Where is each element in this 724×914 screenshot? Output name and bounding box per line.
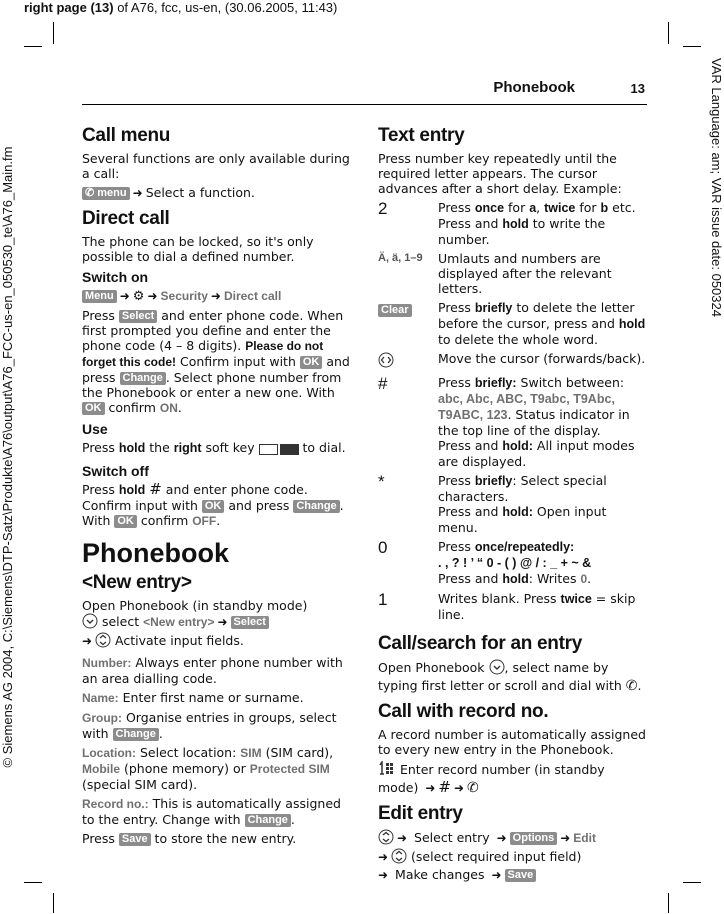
text: : Writes [528, 571, 581, 586]
text: Enter record number (in standby mode) [378, 762, 605, 795]
settings-icon: ⚙ [132, 289, 145, 304]
text: and enter phone code. When first prompted you define and enter the phone code (4 – 8 digits). [82, 308, 344, 353]
bold-word: b [600, 201, 609, 215]
table-row [378, 200, 648, 251]
crop-mark [24, 882, 42, 883]
crop-mark [24, 46, 42, 47]
text: to write the number. [438, 216, 606, 247]
options-key: Options [510, 832, 558, 845]
table-row [378, 351, 648, 375]
text: Press [82, 308, 119, 323]
text: Select entry [410, 830, 494, 845]
input-modes: abc, Abc, ABC, T9abc, T9Abc, T9ABC, 123 [438, 392, 615, 422]
mobile-option: Mobile [82, 762, 120, 776]
text: select [98, 614, 144, 629]
text: , [536, 200, 545, 215]
change-key: Change [113, 728, 159, 741]
crop-mark [668, 893, 669, 913]
key-star: * [378, 472, 385, 491]
special-chars: . , ? ! ’ “ 0 - ( ) @ / : _ + ~ & [438, 556, 592, 570]
ok-key: OK [82, 402, 105, 415]
text: (select required input field) [407, 849, 582, 864]
arrow-icon: ➜ [496, 831, 507, 845]
phonebook-heading: Phonebook [82, 538, 229, 568]
use-heading: Use [82, 421, 108, 437]
field-label: Name: [82, 691, 119, 705]
crop-mark [668, 22, 669, 44]
call-icon: ✆ [625, 678, 638, 694]
direct-call-option: Direct call [223, 289, 282, 303]
sim-option: SIM [240, 746, 262, 760]
field-text: (SIM card), [261, 745, 334, 760]
key-umlaut: Ä, ä, 1–9 [378, 252, 423, 264]
text: : Select special characters. [438, 473, 607, 504]
text: Open Phonebook [378, 660, 489, 675]
nav-down-icon [82, 613, 98, 632]
table-row [378, 251, 648, 300]
key-star-desc [438, 473, 648, 539]
field-record: Record no.: This is automatically assigned to the entry. Change with Change . [82, 796, 341, 827]
text: = skip line. [438, 591, 636, 622]
text: Press [438, 473, 475, 488]
crop-mark [53, 22, 54, 44]
field-label: Location: [82, 746, 136, 760]
text: . [637, 678, 642, 693]
nav-down-icon [489, 659, 505, 678]
text: . Select phone number from the Phonebook or enter a new one. With [82, 370, 342, 400]
edit-option: Edit [573, 831, 596, 845]
key-2: 2 [378, 199, 388, 218]
bold-word: briefly: [474, 376, 517, 390]
text: to dial. [298, 440, 346, 455]
direct-call-heading: Direct call [82, 208, 170, 229]
field-text: Always enter phone number with an area dialling code. [82, 655, 343, 686]
text-entry-heading: Text entry [378, 125, 465, 146]
call-record-text: A record number is automatically assigned to every new entry in the Phonebook. [378, 727, 646, 757]
call-menu-text: Several functions are only available during a call: [82, 151, 350, 181]
left-margin-path [0, 0, 16, 914]
field-location [82, 745, 350, 792]
text: Press [82, 482, 119, 497]
page-title: Phonebook [493, 79, 575, 96]
field-name [82, 690, 350, 706]
right-margin-info: VAR Language: am; VAR issue date: 050324 [709, 58, 724, 317]
text: confirm [136, 513, 193, 528]
text-entry-table [378, 200, 648, 626]
text: Writes blank. Press [438, 591, 561, 606]
arrow-icon: ➜ [210, 289, 221, 303]
text: to delete the whole word. [438, 332, 598, 347]
field-label: Group: [82, 711, 122, 725]
text: Press [438, 300, 475, 315]
ok-key: OK [202, 500, 225, 513]
bold-word: a [529, 201, 537, 215]
text: etc. Press and [438, 200, 636, 231]
key-nav-desc: Move the cursor (forwards/back). [438, 351, 646, 366]
text: and press [82, 354, 350, 385]
call-menu-action-text: Select a function. [145, 185, 255, 200]
arrow-icon: ➜ [378, 868, 389, 882]
left-column [82, 118, 350, 850]
menu-softkey [82, 187, 130, 200]
left-margin-text: © Siemens AG 2004, C:\Siemens\DTP-Satz\Produkte\A76\output\A76_FCC-us-en_050530_te\A76_Main.fm [0, 146, 15, 768]
text: the [145, 440, 174, 455]
text: Activate input fields. [115, 633, 244, 648]
nav-leftright-icon [378, 352, 394, 371]
field-text: Enter first name or surname. [118, 690, 304, 705]
edit-entry-steps [378, 829, 648, 883]
arrow-icon: ➜ [378, 850, 389, 864]
key-0-desc [438, 539, 648, 591]
key-0: 0 [378, 538, 388, 557]
key-clear-desc [438, 300, 648, 351]
table-row [378, 375, 648, 473]
text: Open Phonebook (in standby mode) [82, 598, 308, 613]
new-entry-steps [82, 598, 350, 651]
call-record-heading: Call with record no. [378, 701, 549, 722]
key-hash: # [378, 374, 388, 393]
arrow-icon: ➜ [217, 615, 228, 629]
field-label: Record no.: [82, 797, 149, 811]
header-info-text: of A76, fcc, us-en, (30.06.2005, 11:43) [113, 0, 338, 15]
bold-word: once/repeatedly: [474, 540, 575, 554]
field-group: Group: Organise entries in groups, select with Change . [82, 710, 337, 741]
text: All input modes are displayed. [438, 438, 635, 469]
switch-on-heading: Switch on [82, 269, 149, 285]
bold-word: once [474, 201, 505, 215]
document-header-info [24, 0, 337, 15]
menu-key-label: menu [97, 187, 127, 199]
bold-word: briefly [474, 474, 513, 488]
arrow-icon: ➜ [491, 868, 502, 882]
arrow-icon: ➜ [560, 831, 571, 845]
text: . [177, 400, 182, 415]
right-word: right [173, 441, 202, 455]
bold-word: twice [560, 592, 592, 606]
edit-entry-heading: Edit entry [378, 803, 463, 824]
key-umlaut-desc: Umlauts and numbers are displayed after the relevant letters. [438, 251, 612, 296]
field-text: (special SIM card). [82, 777, 198, 792]
protected-sim-option: Protected SIM [249, 762, 330, 776]
text: . [587, 571, 592, 586]
arrow-icon: ➜ [397, 831, 408, 845]
new-entry-heading: <New entry> [82, 572, 192, 593]
hash-key: # [149, 480, 162, 498]
text: for [575, 200, 601, 215]
text: for [504, 200, 530, 215]
key-clear-cell [378, 300, 438, 351]
save-instruction [82, 831, 350, 846]
clear-key: Clear [378, 304, 412, 317]
nav-updown-icon [378, 829, 394, 848]
table-row [378, 300, 648, 351]
text: soft key [201, 440, 259, 455]
text: Press [82, 440, 119, 455]
text: Confirm input with [176, 354, 300, 369]
nav-updown-icon [391, 848, 407, 867]
page-number: 13 [630, 81, 645, 96]
key-hash-desc [438, 375, 648, 473]
bold-word: twice [544, 201, 576, 215]
text: Press [438, 375, 475, 390]
switch-on-text [82, 308, 350, 416]
select-key: Select [119, 310, 157, 323]
key-1: 1 [378, 590, 388, 609]
key-nav-cell [378, 351, 438, 375]
text: Press [82, 831, 119, 846]
crop-mark [53, 893, 54, 913]
nav-updown-icon [95, 632, 111, 651]
use-text [82, 440, 350, 458]
text: and enter phone code. Confirm input with [82, 482, 308, 513]
save-key: Save [119, 833, 151, 846]
call-menu-heading: Call menu [82, 125, 171, 146]
security-option: Security [160, 289, 208, 303]
field-text: Select location: [136, 745, 241, 760]
field-number [82, 655, 350, 686]
text-entry-intro: Press number key repeatedly until the required letter appears. The cursor advances after a short delay. Example: [378, 151, 622, 196]
call-search-text [378, 659, 648, 694]
crop-mark [683, 882, 701, 883]
key-2-desc [438, 200, 648, 251]
softkey-icon [259, 443, 299, 458]
text: Press and [438, 504, 503, 519]
arrow-icon: ➜ [132, 186, 143, 200]
text: , select name by typing first letter or scroll and dial with [378, 660, 626, 693]
switch-off-text [82, 482, 350, 529]
select-key: Select [231, 616, 269, 629]
call-search-heading: Call/search for an entry [378, 633, 582, 654]
call-icon: ✆ [467, 780, 479, 796]
arrow-icon: ➜ [82, 634, 93, 648]
bold-word: briefly [474, 301, 513, 315]
table-row [378, 539, 648, 591]
field-text: (phone memory) or [120, 761, 250, 776]
text: Press and [438, 438, 503, 453]
text: to delete the letter before the cursor, press and [438, 300, 635, 331]
arrow-icon: ➜ [425, 781, 436, 795]
text: . With [82, 498, 344, 528]
text: . [216, 513, 221, 528]
warning-text: Please do not forget this code! [82, 339, 324, 369]
on-value: ON [159, 401, 178, 415]
header-page-label: right page (13) [24, 0, 114, 15]
hash-key: # [438, 778, 451, 796]
menu-key: Menu [82, 290, 117, 303]
text: Press [438, 539, 475, 554]
bold-word: hold [502, 572, 529, 586]
field-label: Number: [82, 656, 132, 670]
running-head [82, 78, 647, 105]
direct-call-text: The phone can be locked, so it's only possible to dial a defined number. [82, 234, 314, 264]
text: Switch between: [516, 375, 625, 390]
key-1-desc [438, 591, 648, 626]
arrow-icon: ➜ [453, 781, 465, 795]
change-key: Change [293, 500, 339, 513]
field-text: This is automatically assigned to the entry. Change with [82, 796, 341, 827]
call-menu-action [82, 185, 350, 201]
field-text: Organise entries in groups, select with [82, 710, 337, 741]
off-value: OFF [192, 514, 217, 528]
text: . Status indicator in the top line of the display. [438, 407, 630, 438]
change-key: Change [120, 372, 166, 385]
arrow-icon: ➜ [147, 289, 158, 303]
hold-word: hold [118, 441, 146, 455]
switch-on-path [82, 288, 350, 304]
right-column [378, 118, 648, 887]
table-row [378, 473, 648, 539]
change-key: Change [245, 814, 291, 827]
ok-key: OK [300, 356, 323, 369]
switch-off-heading: Switch off [82, 463, 149, 479]
bold-word: hold [618, 317, 646, 331]
hold-word: hold [118, 483, 146, 497]
text: Open input menu. [438, 504, 607, 535]
call-icon: ✆ [85, 187, 95, 199]
text: Make changes [391, 867, 489, 882]
new-entry-option: <New entry> [143, 615, 215, 629]
crop-mark [683, 46, 701, 47]
bold-word: hold: [502, 505, 533, 519]
zero-value: 0 [580, 572, 588, 586]
text: confirm [104, 400, 160, 415]
text: Press and [438, 571, 503, 586]
bold-word: hold [502, 217, 529, 231]
text: to store the new entry. [150, 831, 297, 846]
text: Press [438, 200, 475, 215]
bold-word: hold: [502, 439, 533, 453]
keypad-icon [378, 761, 396, 780]
table-row [378, 591, 648, 626]
arrow-icon: ➜ [119, 289, 130, 303]
ok-key: OK [114, 515, 137, 528]
save-key: Save [505, 869, 537, 882]
text: and press [224, 498, 294, 513]
call-record-steps [378, 761, 648, 796]
